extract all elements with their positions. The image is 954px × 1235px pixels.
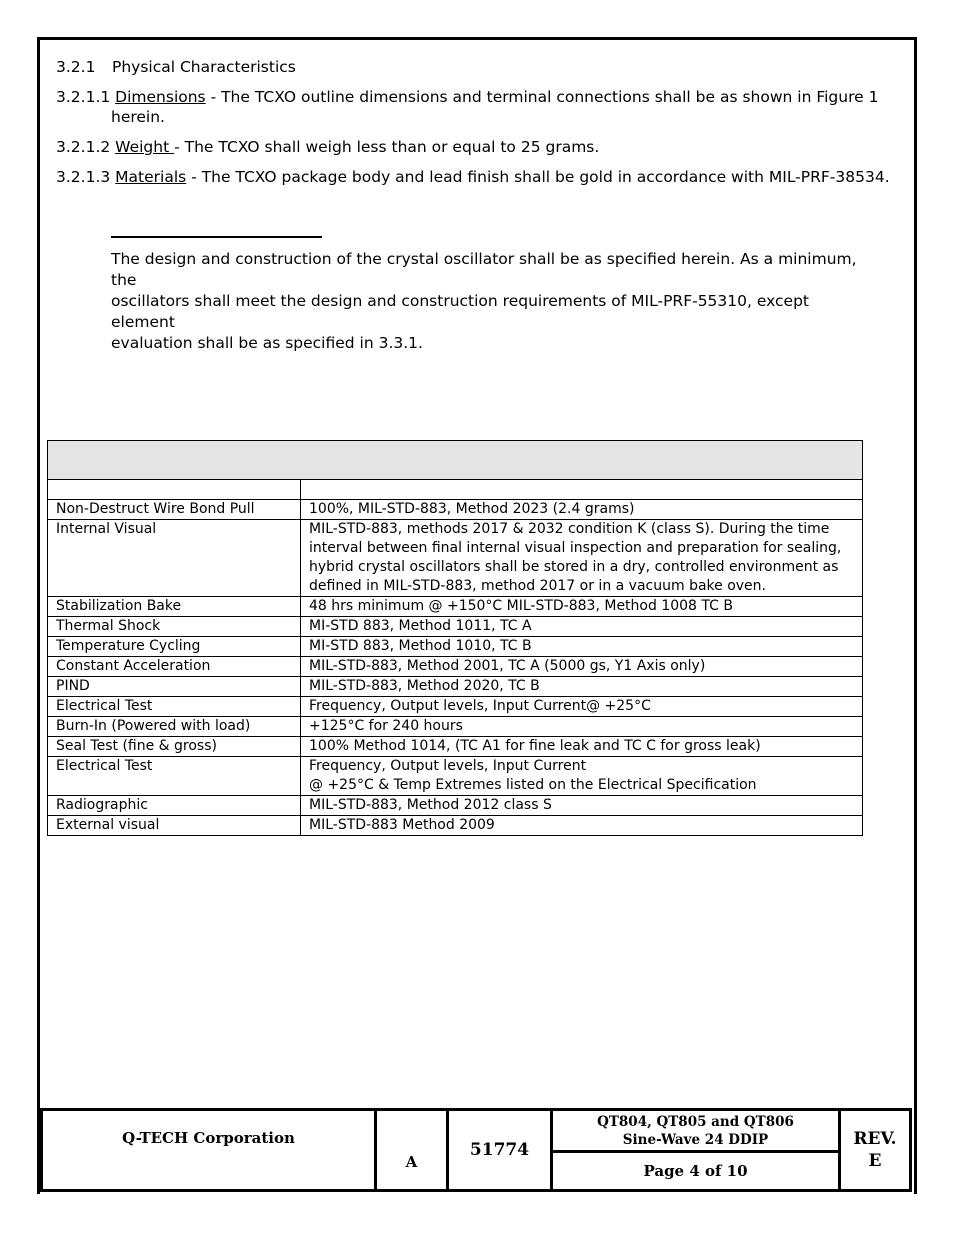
size-code: A — [377, 1111, 449, 1189]
design-line: The design and construction of the crystal oscillator shall be as specified herein. As a minimum, the — [111, 250, 857, 289]
title-block — [40, 1108, 912, 1192]
document-title-cell — [553, 1111, 841, 1189]
item-materials — [56, 167, 890, 187]
item-text: - The TCXO shall weigh less than or equal to 25 grams. — [174, 138, 600, 156]
test-method-cell — [301, 737, 863, 757]
method-line: MIL-STD-883, Method 2020, TC B — [309, 678, 540, 694]
design-line: evaluation shall be as specified in 3.3.1. — [111, 334, 423, 352]
test-method-cell — [301, 717, 863, 737]
method-line: MIL-STD-883, Method 2012 class S — [309, 797, 552, 813]
test-method-cell — [301, 520, 863, 597]
test-method-cell — [301, 500, 863, 520]
design-paragraph — [111, 249, 871, 354]
table-row — [48, 617, 863, 637]
item-number: 3.2.1.2 — [56, 138, 111, 156]
table-header-row — [48, 441, 863, 480]
test-method-cell — [301, 816, 863, 836]
table-row — [48, 500, 863, 520]
item-text: - The TCXO package body and lead finish shall be gold in accordance with MIL-PRF-38534. — [186, 168, 890, 186]
company-name: Q-TECH Corporation — [43, 1111, 377, 1189]
design-line: oscillators shall meet the design and construction requirements of MIL-PRF-55310, except element — [111, 292, 809, 331]
section-heading — [56, 57, 296, 77]
revision-cell — [841, 1111, 909, 1189]
item-weight — [56, 137, 599, 157]
table-row — [48, 717, 863, 737]
test-name-cell: Electrical Test — [48, 697, 301, 717]
test-name-cell: Non-Destruct Wire Bond Pull — [48, 500, 301, 520]
test-name-cell: Constant Acceleration — [48, 657, 301, 677]
subheader-test-cell — [48, 480, 301, 500]
item-text: - The TCXO outline dimensions and terminal connections shall be as shown in Figure 1 — [205, 88, 879, 106]
test-method-cell — [301, 637, 863, 657]
test-name-cell: Electrical Test — [48, 757, 301, 796]
method-line: MI-STD 883, Method 1010, TC B — [309, 638, 532, 654]
table-row — [48, 757, 863, 796]
test-name-cell: Thermal Shock — [48, 617, 301, 637]
method-line: defined in MIL-STD-883, method 2017 or in a vacuum bake oven. — [309, 578, 766, 594]
method-line: 100%, MIL-STD-883, Method 2023 (2.4 grams) — [309, 501, 635, 517]
test-method-cell — [301, 697, 863, 717]
table-header-cell — [48, 441, 863, 480]
table-subheader-row — [48, 480, 863, 500]
item-dimensions — [56, 87, 878, 107]
method-line: MI-STD 883, Method 1011, TC A — [309, 618, 532, 634]
title-line: QT804, QT805 and QT806 — [597, 1114, 794, 1130]
test-method-cell — [301, 617, 863, 637]
table-row — [48, 677, 863, 697]
subheader-method-cell — [301, 480, 863, 500]
method-line: MIL-STD-883, Method 2001, TC A (5000 gs, Y1 Axis only) — [309, 658, 706, 674]
method-line: 100% Method 1014, (TC A1 for fine leak and TC C for gross leak) — [309, 738, 761, 754]
table-row — [48, 697, 863, 717]
test-name-cell: Stabilization Bake — [48, 597, 301, 617]
method-line: interval between final internal visual inspection and preparation for sealing, — [309, 540, 842, 556]
test-method-cell — [301, 757, 863, 796]
test-name-cell: PIND — [48, 677, 301, 697]
section-number: 3.2.1 — [56, 58, 96, 76]
item-label: Weight — [115, 138, 175, 156]
section-title: Physical Characteristics — [112, 58, 296, 76]
method-line: 48 hrs minimum @ +150°C MIL-STD-883, Method 1008 TC B — [309, 598, 733, 614]
method-line: Frequency, Output levels, Input Current — [309, 758, 587, 774]
document-title — [553, 1111, 838, 1153]
section-divider — [111, 236, 322, 238]
test-name-cell: Internal Visual — [48, 520, 301, 597]
test-method-cell — [301, 796, 863, 816]
table-row — [48, 816, 863, 836]
table-row — [48, 657, 863, 677]
test-method-cell — [301, 657, 863, 677]
title-line: Sine-Wave 24 DDIP — [622, 1132, 769, 1148]
test-name-cell: Temperature Cycling — [48, 637, 301, 657]
table-row — [48, 637, 863, 657]
method-line: MIL-STD-883, methods 2017 & 2032 condition K (class S). During the time — [309, 521, 830, 537]
item-label: Dimensions — [115, 88, 206, 106]
method-line: MIL-STD-883 Method 2009 — [309, 817, 495, 833]
item-number: 3.2.1.3 — [56, 168, 111, 186]
table-row — [48, 796, 863, 816]
table-row — [48, 520, 863, 597]
revision-label: REV. — [853, 1129, 897, 1149]
revision-value: E — [868, 1151, 882, 1171]
test-method-cell — [301, 677, 863, 697]
method-line: +125°C for 240 hours — [309, 718, 463, 734]
table-row — [48, 737, 863, 757]
method-line: @ +25°C & Temp Extremes listed on the Electrical Specification — [309, 777, 757, 793]
test-name-cell: Burn-In (Powered with load) — [48, 717, 301, 737]
test-name-cell: Seal Test (fine & gross) — [48, 737, 301, 757]
screening-table — [47, 440, 863, 836]
test-name-cell: External visual — [48, 816, 301, 836]
table-row — [48, 597, 863, 617]
method-line: hybrid crystal oscillators shall be stored in a dry, controlled environment as — [309, 559, 839, 575]
method-line: Frequency, Output levels, Input Current@ +25°C — [309, 698, 651, 714]
cage-code: 51774 — [449, 1111, 553, 1189]
page-number: Page 4 of 10 — [643, 1162, 748, 1180]
item-number: 3.2.1.1 — [56, 88, 111, 106]
test-method-cell — [301, 597, 863, 617]
item-label: Materials — [115, 168, 187, 186]
item-dimensions-continuation: herein. — [111, 108, 165, 126]
test-name-cell: Radiographic — [48, 796, 301, 816]
